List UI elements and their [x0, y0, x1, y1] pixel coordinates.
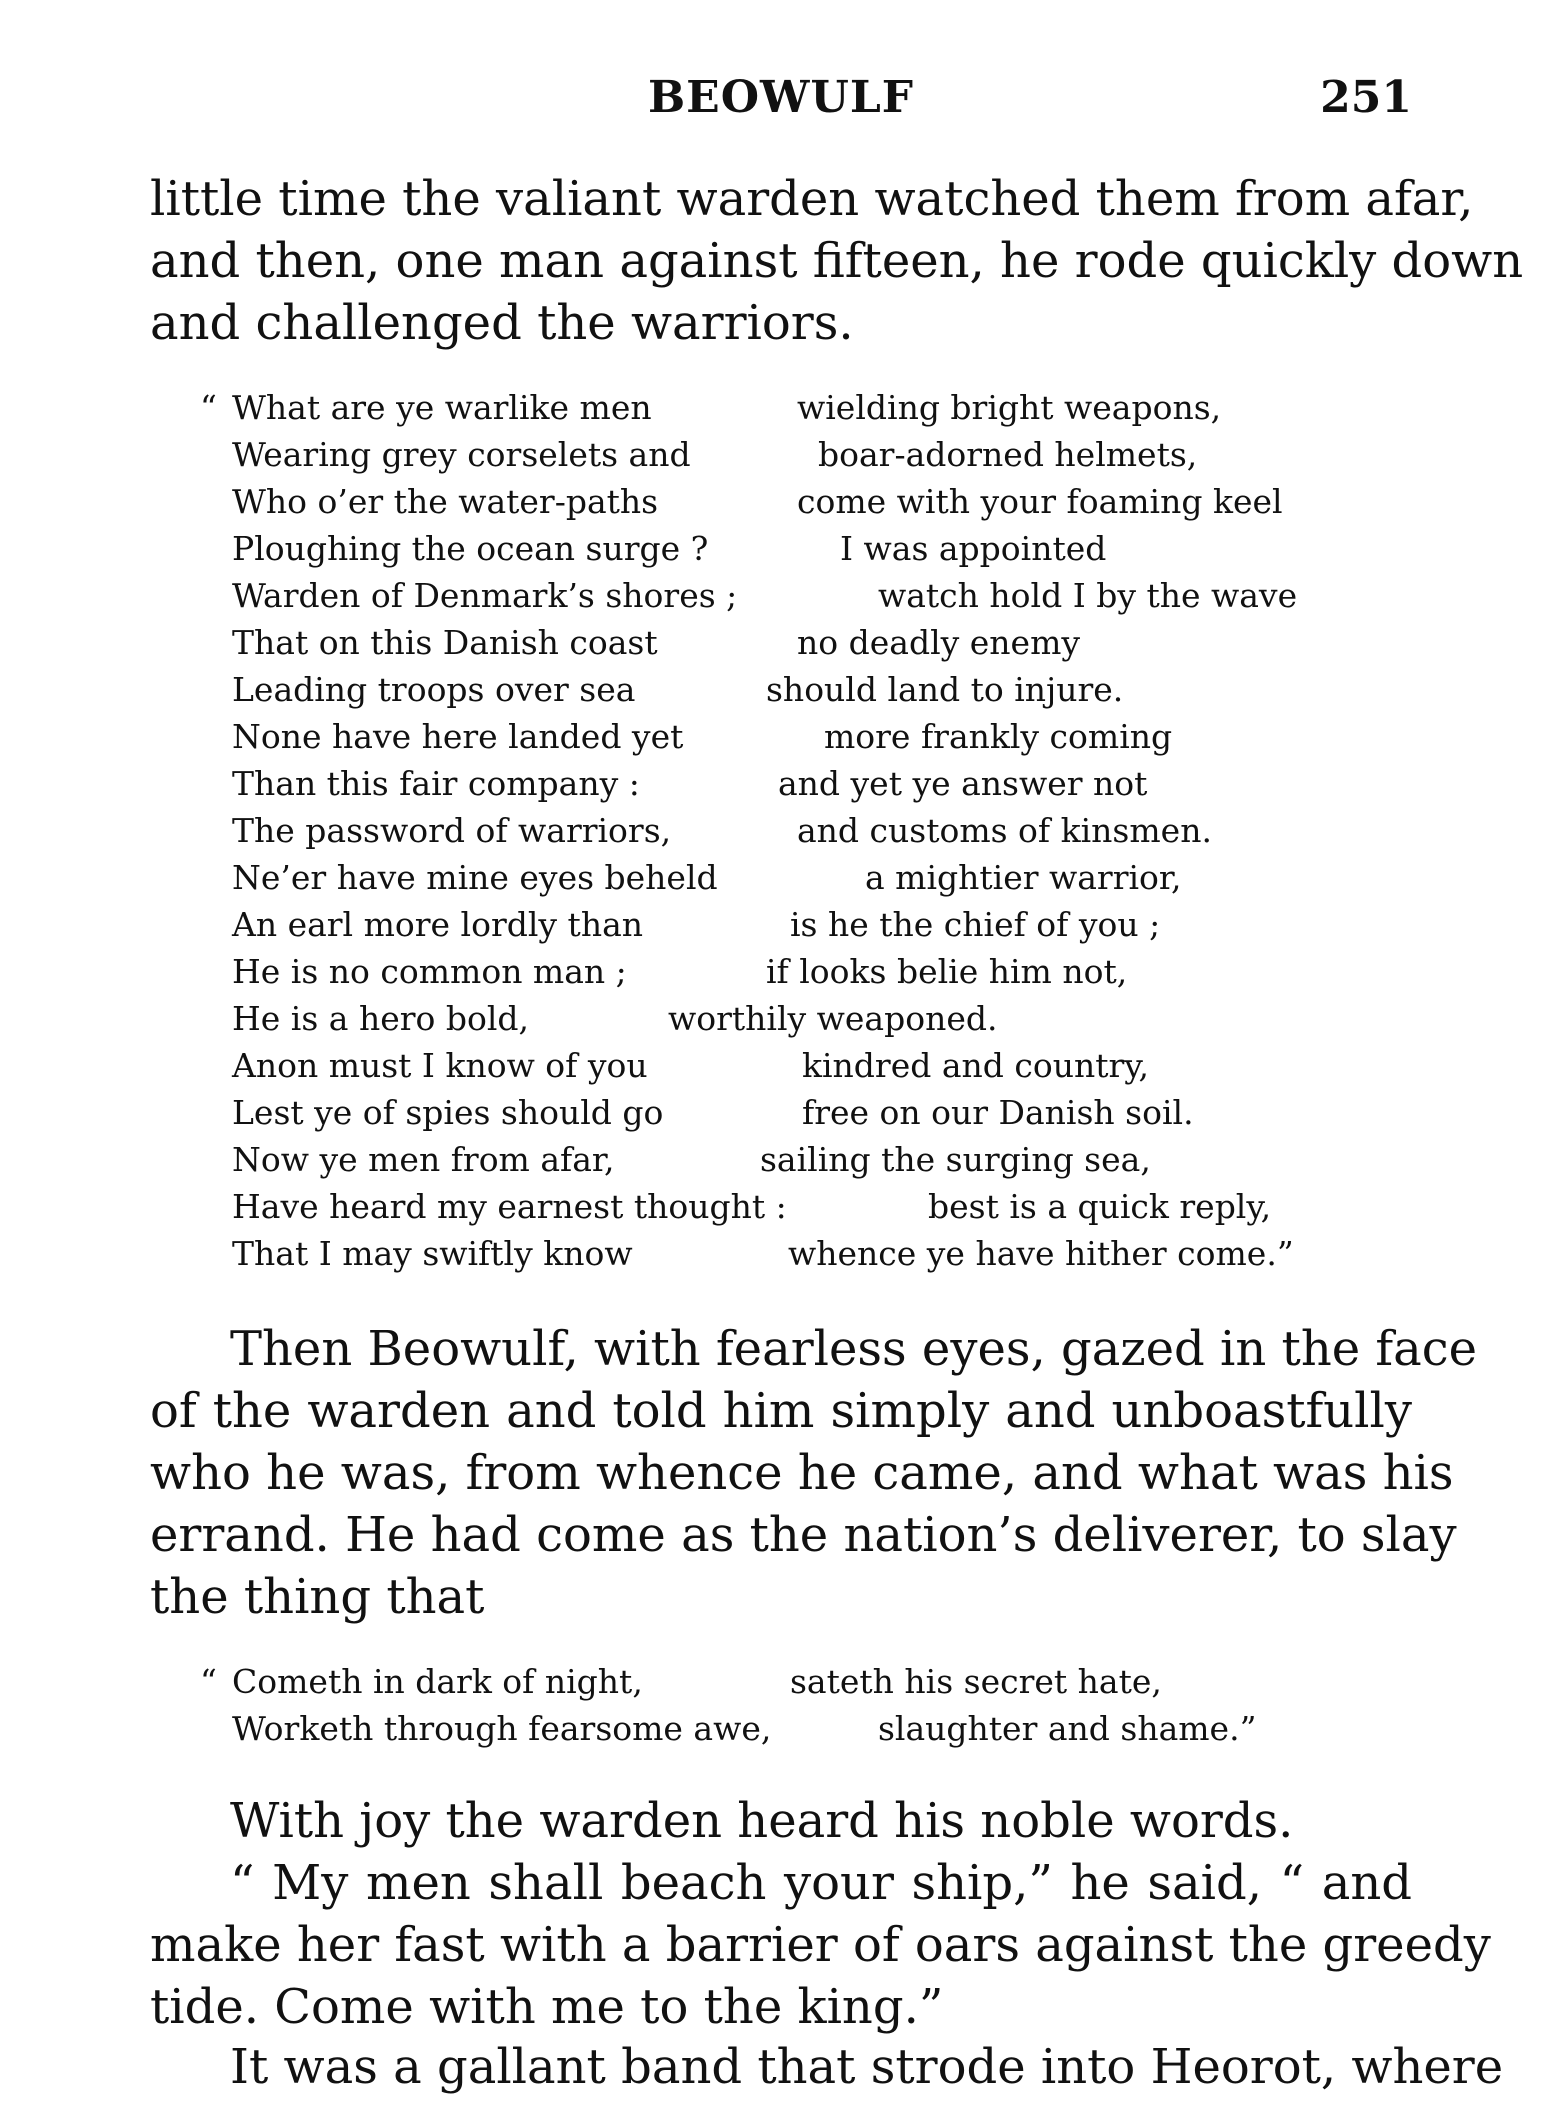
verse-line [200, 525, 1380, 572]
verse-half-b: best is a quick reply, [928, 1187, 1272, 1226]
running-head [150, 68, 1412, 128]
text-line: make her fast with a barrier of oars against the greedy [150, 1917, 1491, 1973]
text-line: “ My men shall beach your ship,” he said, “ and [230, 1855, 1412, 1911]
verse-half-a: Cometh in dark of night, [232, 1662, 643, 1701]
text-line: the thing that [150, 1569, 485, 1625]
verse-half-a: Who o’er the water-paths [232, 482, 659, 521]
verse-half-b: whence ye have hither come.” [788, 1234, 1294, 1273]
running-title: BEOWULF [647, 72, 914, 123]
verse-half-b: I was appointed [840, 529, 1107, 568]
verse-half-a: He is no common man ; [232, 952, 627, 991]
verse-half-a: Ploughing the ocean surge ? [232, 529, 709, 568]
text-line: of the warden and told him simply and unboastfully [150, 1383, 1412, 1439]
paragraph-2 [150, 1318, 1478, 1628]
text-line: and then, one man against fifteen, he rode quickly down [150, 233, 1524, 289]
verse-half-b: sailing the surging sea, [760, 1140, 1151, 1179]
verse-line [200, 1705, 1380, 1752]
verse-half-a: Ne’er have mine eyes beheld [232, 858, 718, 897]
text-line: Then Beowulf, with fearless eyes, gazed in the face [230, 1321, 1478, 1377]
verse-half-a: The password of warriors, [232, 811, 672, 850]
open-quote: “ [200, 388, 217, 427]
verse-half-b: if looks belie him not, [766, 952, 1128, 991]
verse-half-b: and customs of kinsmen. [797, 811, 1212, 850]
verse-half-b: worthily weaponed. [668, 999, 998, 1038]
verse-half-a: What are ye warlike men [232, 388, 652, 427]
verse-line [200, 854, 1380, 901]
verse-block-2 [200, 1658, 1380, 1752]
verse-half-b: watch hold I by the wave [878, 576, 1298, 615]
verse-line [200, 431, 1380, 478]
verse-half-a: He is a hero bold, [232, 999, 530, 1038]
verse-line [200, 1089, 1380, 1136]
paragraph-4 [150, 1852, 1491, 2038]
verse-line [200, 1183, 1380, 1230]
verse-half-a: That I may swiftly know [232, 1234, 633, 1273]
verse-half-b: a mightier warrior, [865, 858, 1182, 897]
verse-half-b: more frankly coming [824, 717, 1173, 756]
verse-block-1 [200, 384, 1380, 1277]
verse-half-b: come with your foaming keel [797, 482, 1283, 521]
text-line: who he was, from whence he came, and what was his [150, 1445, 1454, 1501]
verse-half-a: None have here landed yet [232, 717, 684, 756]
verse-half-b: no deadly enemy [797, 623, 1080, 662]
open-quote: “ [200, 1662, 217, 1701]
verse-half-a: Worketh through fearsome awe, [232, 1709, 772, 1748]
verse-line [200, 901, 1380, 948]
verse-line [200, 807, 1380, 854]
verse-line [200, 1658, 1380, 1705]
verse-half-a: That on this Danish coast [232, 623, 658, 662]
paragraph-3 [150, 1790, 1412, 1852]
verse-half-a: Now ye men from afar, [232, 1140, 615, 1179]
verse-half-a: Than this fair company : [232, 764, 640, 803]
verse-line [200, 995, 1380, 1042]
text-line: and challenged the warriors. [150, 295, 854, 351]
verse-line [200, 666, 1380, 713]
verse-half-b: free on our Danish soil. [802, 1093, 1194, 1132]
verse-line [200, 384, 1380, 431]
verse-line [200, 572, 1380, 619]
paragraph-1 [150, 168, 1524, 354]
verse-half-a: Warden of Denmark’s shores ; [232, 576, 738, 615]
verse-line [200, 948, 1380, 995]
verse-line [200, 478, 1380, 525]
verse-half-b: slaughter and shame.” [878, 1709, 1257, 1748]
verse-half-b: is he the chief of you ; [790, 905, 1161, 944]
verse-line [200, 1136, 1380, 1183]
verse-line [200, 1042, 1380, 1089]
verse-half-a: Wearing grey corselets and [232, 435, 691, 474]
verse-half-b: wielding bright weapons, [797, 388, 1222, 427]
page-number: 251 [1320, 72, 1412, 123]
verse-half-b: sateth his secret hate, [790, 1662, 1162, 1701]
text-line: errand. He had come as the nation’s deliverer, to slay [150, 1507, 1457, 1563]
verse-half-b: kindred and country, [802, 1046, 1150, 1085]
verse-half-a: Lest ye of spies should go [232, 1093, 664, 1132]
verse-line [200, 760, 1380, 807]
verse-half-a: Have heard my earnest thought : [232, 1187, 787, 1226]
verse-half-a: Anon must I know of you [232, 1046, 648, 1085]
verse-line [200, 1230, 1380, 1277]
verse-line [200, 619, 1380, 666]
verse-half-b: should land to injure. [766, 670, 1124, 709]
verse-half-b: and yet ye answer not [778, 764, 1148, 803]
text-line: tide. Come with me to the king.” [150, 1979, 944, 2035]
text-line: It was a gallant band that strode into Heorot, where [230, 2039, 1504, 2095]
verse-half-b: boar-adorned helmets, [818, 435, 1198, 474]
verse-half-a: Leading troops over sea [232, 670, 636, 709]
verse-half-a: An earl more lordly than [232, 905, 644, 944]
text-line: little time the valiant warden watched them from afar, [150, 171, 1474, 227]
paragraph-5 [150, 2036, 1504, 2098]
verse-line [200, 713, 1380, 760]
text-line: With joy the warden heard his noble words. [230, 1793, 1294, 1849]
